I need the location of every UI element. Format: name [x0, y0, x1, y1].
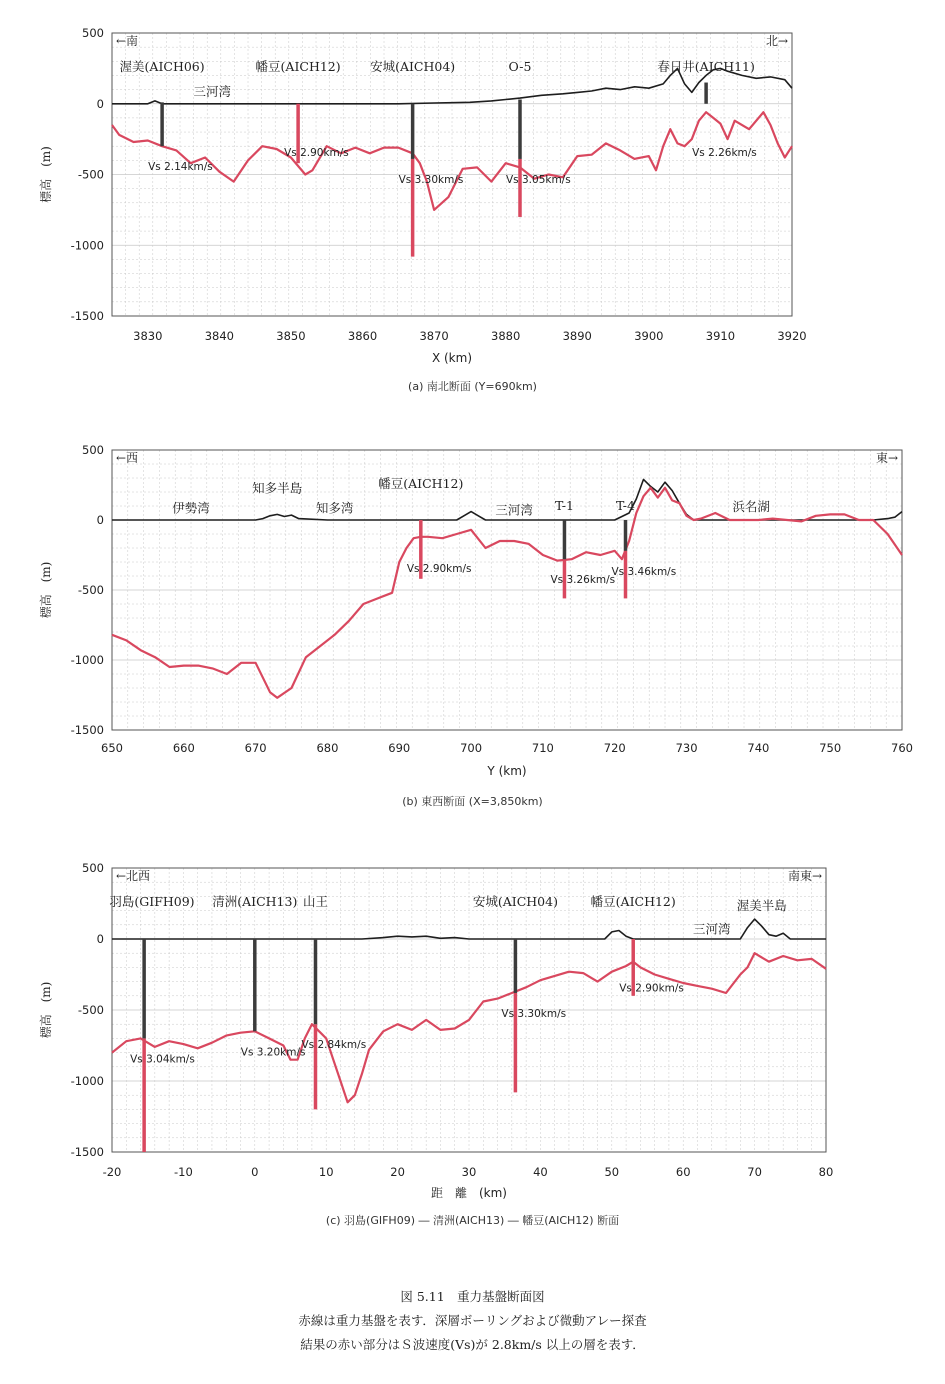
panel-c-place-label: 渥美半島: [736, 897, 787, 913]
panel-b-borehole-label: T-1: [555, 498, 574, 513]
panel-b-place-label: 三河湾: [495, 502, 533, 518]
panel-a-x-tick-label: 3850: [276, 329, 306, 343]
panel-c-y-axis-label: 標高 (m): [39, 981, 53, 1039]
panel-a-x-tick-label: 3880: [491, 329, 521, 343]
panel-c-direction-right: 南東→: [787, 869, 822, 883]
panel-c-y-tick-label: 500: [82, 861, 104, 875]
figure-note-2: 結果の赤い部分はＳ波速度(Vs)が 2.8km/s 以上の層を表す．: [300, 1337, 645, 1352]
panel-c-basement-line: [112, 953, 826, 1102]
panel-b-x-tick-label: 750: [819, 741, 842, 755]
panel-b-place-label: 浜名湖: [732, 498, 770, 514]
panel-a-borehole-label: 春日井(AICH11): [657, 59, 755, 74]
panel-b-place-label: 知多湾: [315, 500, 354, 516]
panel-a-y-tick-label: 500: [82, 26, 104, 40]
panel-b-vs-label: Vs 2.90km/s: [406, 563, 472, 575]
panel-c-borehole-label: 山王: [302, 894, 328, 909]
panel-a-direction-right: 北→: [765, 34, 788, 48]
panel-c-x-tick-label: -20: [102, 1165, 122, 1179]
panel-b-y-tick-label: -1500: [70, 723, 104, 737]
panel-b-y-tick-label: 0: [96, 513, 104, 527]
panel-b-borehole-label: T-4: [616, 498, 635, 513]
panel-b-x-tick-label: 700: [460, 741, 483, 755]
panel-a-vs-label: Vs 3.05km/s: [506, 173, 571, 186]
panel-a-x-tick-label: 3910: [705, 329, 736, 343]
panel-a-x-tick-label: 3920: [777, 329, 807, 343]
panel-b-x-tick-label: 660: [172, 741, 195, 755]
panel-c-y-tick-label: -500: [77, 1003, 104, 1017]
panel-c-caption: (c) 羽島(GIFH09) ― 清洲(AICH13) ― 幡豆(AICH12) 断面: [325, 1214, 620, 1227]
panel-c-x-tick-label: 80: [818, 1165, 834, 1179]
panel-a-borehole-label: 渥美(AICH06): [119, 59, 205, 74]
panel-c-vs-label: Vs 3.04km/s: [130, 1053, 195, 1066]
panel-a-x-tick-label: 3870: [419, 329, 449, 343]
panel-c-x-tick-label: 50: [604, 1165, 620, 1179]
panel-a-direction-left: ←南: [116, 34, 139, 48]
panel-a-x-axis-label: X (km): [431, 351, 473, 365]
panel-c-y-tick-label: 0: [96, 932, 104, 946]
panel-c-direction-left: ←北西: [116, 869, 151, 883]
panel-c-x-tick-label: -10: [174, 1165, 193, 1179]
panel-b-x-tick-label: 690: [388, 741, 411, 755]
panel-c-place-label: 三河湾: [693, 921, 731, 937]
panel-a-x-tick-label: 3900: [634, 329, 664, 343]
panel-a-y-tick-label: 0: [96, 96, 104, 111]
panel-c-vs-label: Vs 3.30km/s: [501, 1007, 567, 1020]
panel-c-vs-label: Vs 3.20km/s: [240, 1046, 306, 1059]
panel-a-x-tick-label: 3860: [347, 329, 378, 343]
panel-a-vs-label: Vs 3.30km/s: [398, 173, 464, 186]
panel-c-x-tick-label: 20: [390, 1165, 405, 1179]
panel-c-y-tick-label: -1000: [70, 1074, 104, 1088]
panel-b-y-axis-label: 標高 (m): [39, 561, 53, 619]
panel-a-x-tick-label: 3840: [204, 329, 235, 343]
panel-b-chart: [38, 443, 913, 778]
panel-b-x-tick-label: 760: [891, 741, 913, 755]
panel-b-y-tick-label: -1000: [70, 653, 104, 667]
panel-c-x-tick-label: 0: [251, 1165, 259, 1179]
panel-a-vs-label: Vs 2.90km/s: [284, 147, 349, 160]
panel-b-direction-right: 東→: [875, 451, 898, 465]
panel-b-vs-label: Vs 3.46km/s: [611, 565, 677, 578]
panel-b-place-label: 知多半島: [252, 480, 303, 496]
panel-a-y-tick-label: -1500: [70, 309, 104, 323]
panel-a-borehole-label: O-5: [508, 59, 532, 74]
panel-b-caption: (b) 東西断面 (X=3,850km): [402, 795, 543, 808]
panel-b-x-tick-label: 650: [101, 741, 123, 755]
panel-a-y-tick-label: -500: [77, 167, 104, 182]
panel-a-chart: [38, 26, 807, 365]
panel-c-x-tick-label: 30: [461, 1165, 477, 1179]
panel-b-x-tick-label: 670: [244, 741, 267, 755]
panel-b-x-axis-label: Y (km): [487, 764, 527, 778]
panel-a-y-axis-label: 標高 (m): [39, 146, 53, 203]
panel-b-place-label: 伊勢湾: [172, 500, 210, 516]
figure-note-1: 赤線は重力基盤を表す．深層ボーリングおよび微動アレー探査: [298, 1313, 647, 1328]
panel-c-chart: [38, 861, 833, 1200]
panel-a-vs-label: Vs 2.14km/s: [148, 161, 213, 174]
panel-c-vs-label: Vs 2.90km/s: [619, 982, 684, 995]
panel-a-borehole-label: 幡豆(AICH12): [255, 59, 341, 74]
panel-c-vs-label: Vs 2.84km/s: [301, 1039, 367, 1052]
panel-b-x-tick-label: 720: [603, 741, 626, 755]
panel-c-x-tick-label: 10: [318, 1165, 334, 1179]
panel-b-y-tick-label: 500: [82, 443, 104, 457]
panel-a-place-label: 三河湾: [193, 83, 231, 99]
panel-a-x-tick-label: 3890: [562, 329, 592, 343]
panel-a-x-tick-label: 3830: [133, 329, 163, 343]
panel-b-vs-label: Vs 3.26km/s: [550, 574, 616, 587]
panel-b-x-tick-label: 740: [747, 741, 770, 755]
panel-c-x-axis-label: 距 離 (km): [430, 1186, 508, 1200]
panel-b-x-tick-label: 710: [531, 741, 554, 755]
panel-b-y-tick-label: -500: [77, 583, 104, 597]
panel-c-borehole-label: 幡豆(AICH12): [590, 894, 676, 909]
panel-c-borehole-label: 安城(AICH04): [472, 894, 558, 909]
panel-a-borehole-label: 安城(AICH04): [370, 59, 456, 74]
panel-c-x-tick-label: 60: [675, 1165, 691, 1179]
panel-b-x-tick-label: 680: [316, 741, 339, 755]
panel-b-direction-left: ←西: [116, 451, 139, 465]
panel-b-x-tick-label: 730: [675, 741, 698, 755]
panel-a-vs-label: Vs 2.26km/s: [692, 147, 757, 160]
panel-b-borehole-label: 幡豆(AICH12): [378, 476, 464, 491]
panel-c-x-tick-label: 40: [533, 1165, 548, 1179]
panel-c-borehole-label: 清洲(AICH13): [212, 894, 298, 909]
figure-title: 図 5.11 重力基盤断面図: [400, 1289, 545, 1304]
panel-a-caption: (a) 南北断面 (Y=690km): [408, 380, 537, 393]
panel-c-borehole-label: 羽島(GIFH09): [109, 894, 195, 909]
panel-c-x-tick-label: 70: [747, 1165, 762, 1179]
panel-a-y-tick-label: -1000: [70, 238, 104, 253]
panel-c-y-tick-label: -1500: [70, 1145, 104, 1159]
